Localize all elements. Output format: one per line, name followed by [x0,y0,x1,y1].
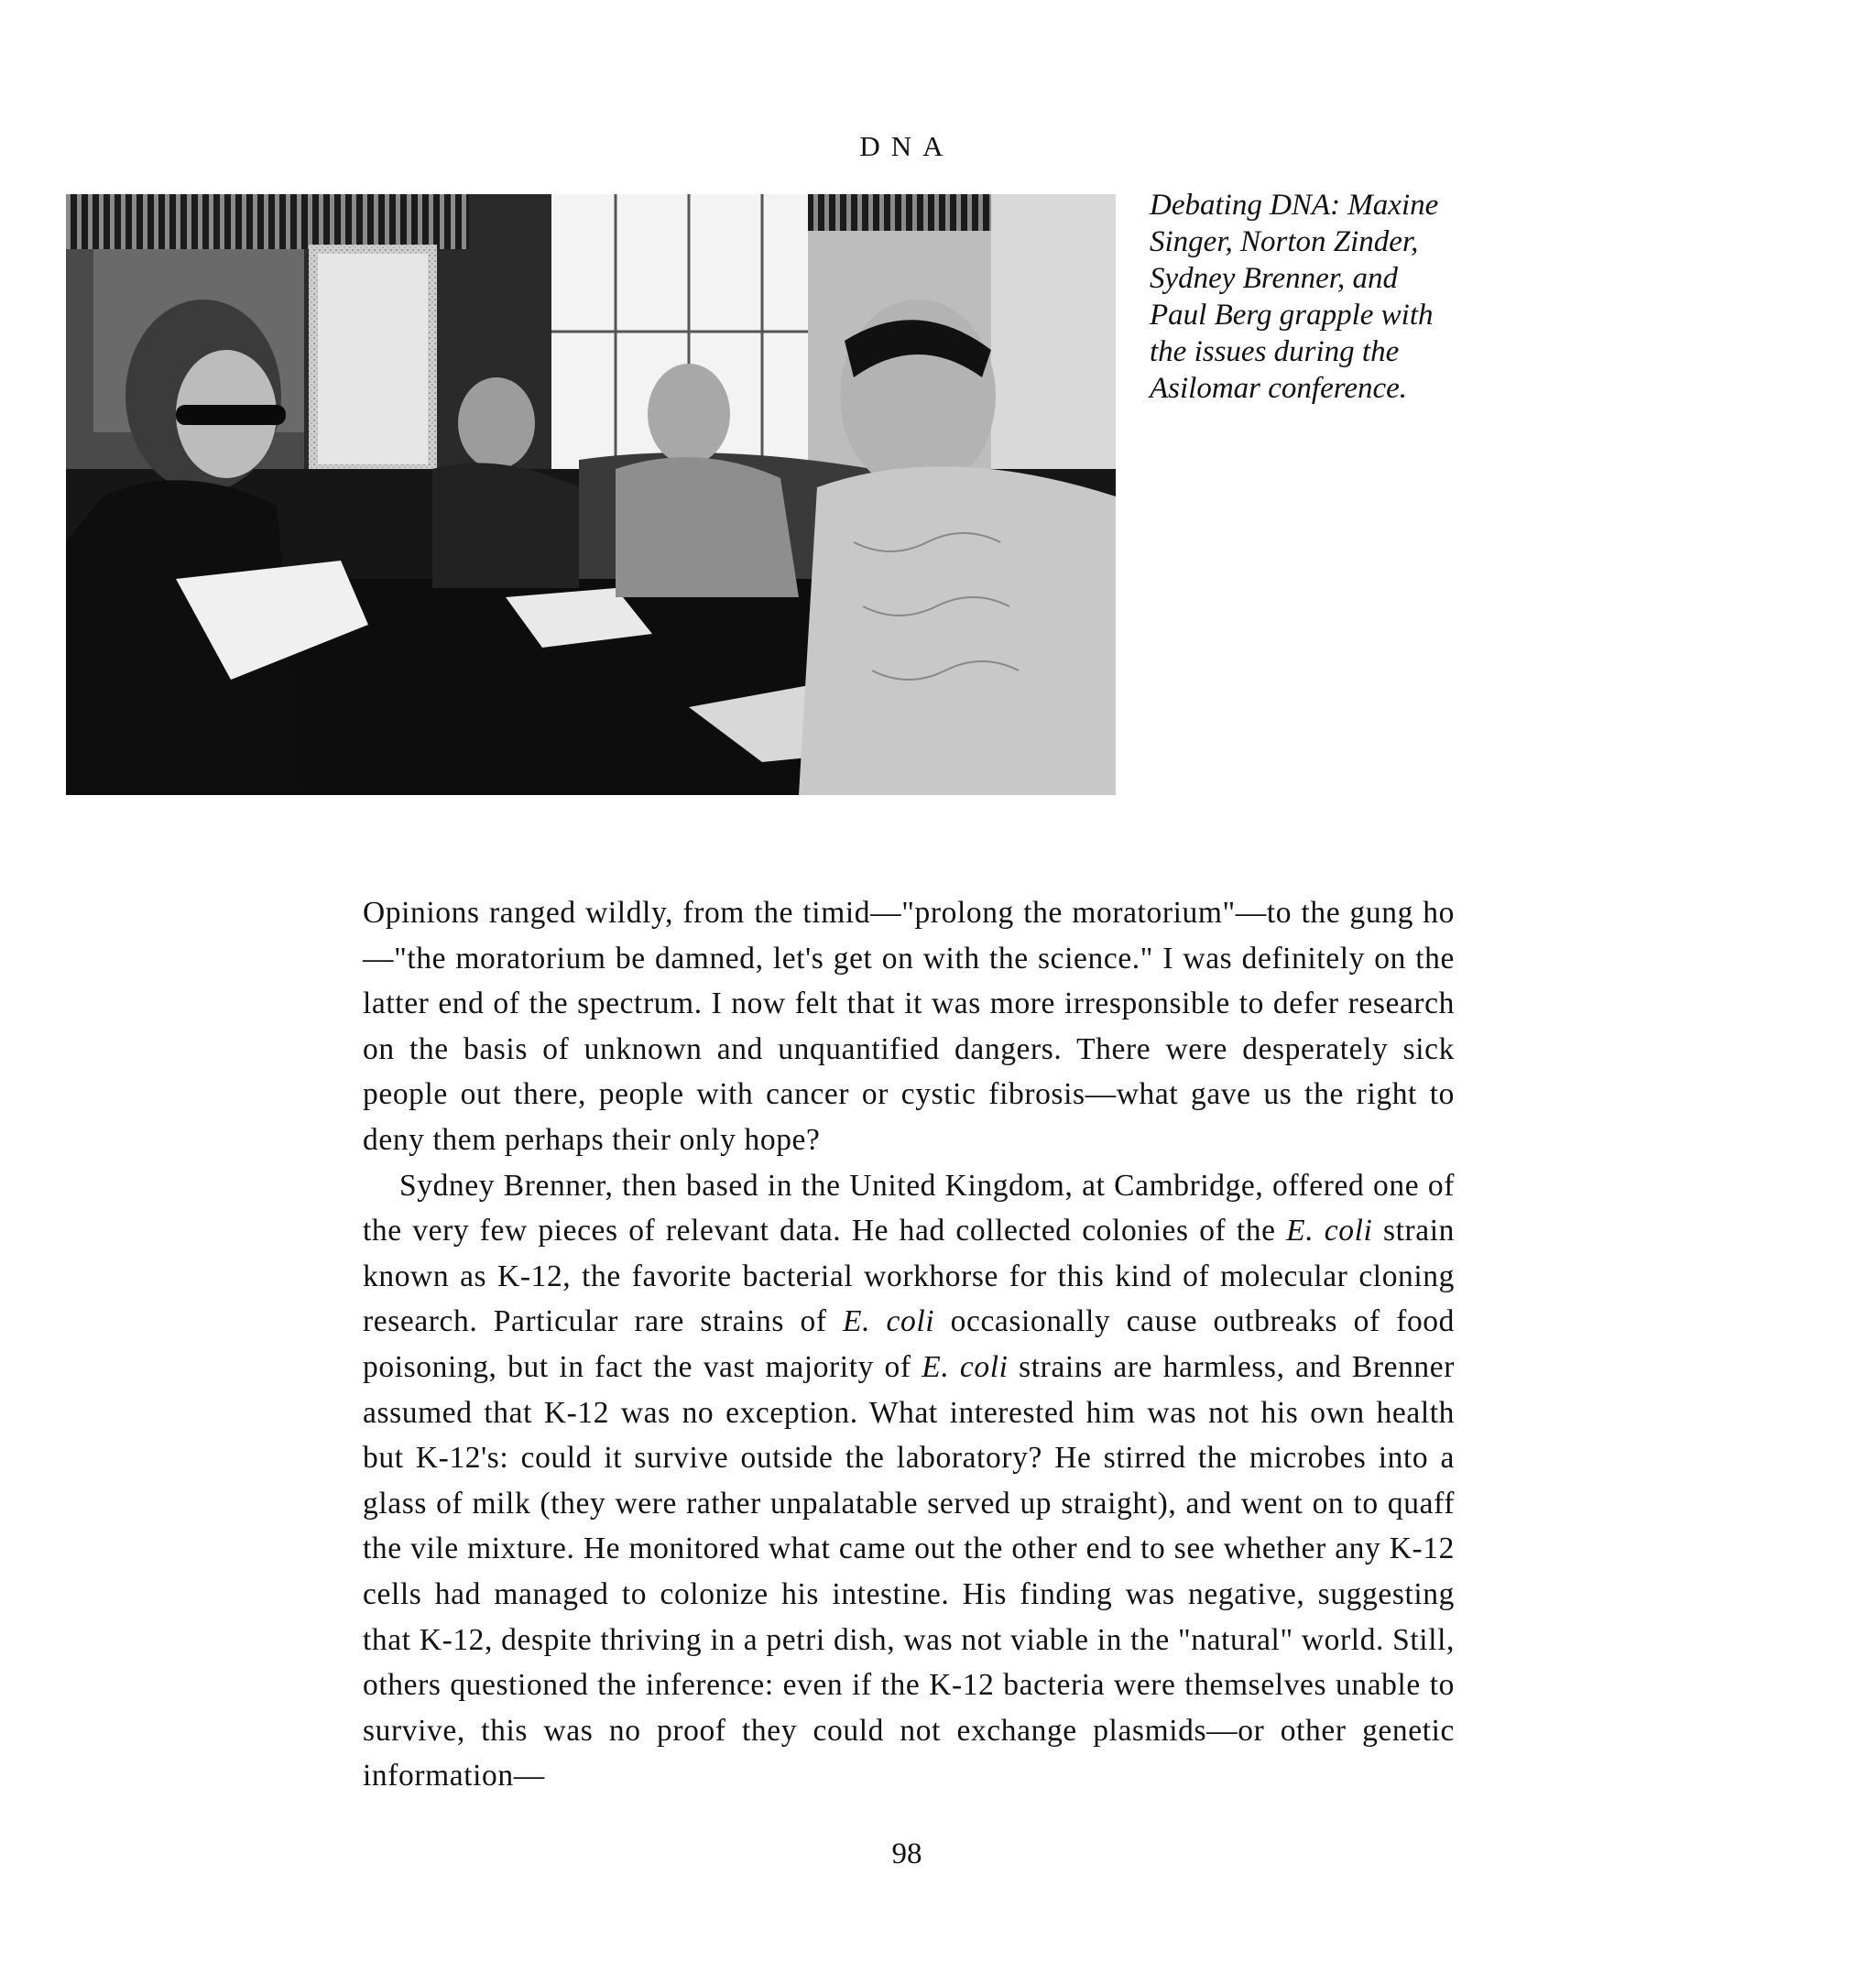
running-head: DNA [859,130,954,162]
caption-line: Debating DNA: Maxine [1150,189,1439,222]
body-text [363,890,1455,1799]
italic-term: E. coli [1286,1214,1373,1248]
caption-line: the issues during the [1150,335,1400,368]
conference-photo [66,194,1116,795]
caption-line: Asilomar conference. [1150,372,1408,405]
text-run: occasionally cause outbreaks of food poisoning, but in fact the vast majority of [363,1304,1455,1384]
caption-line: Sydney Brenner, and [1150,262,1398,295]
italic-term: E. coli [843,1304,935,1339]
page-number: 98 [891,1837,922,1870]
text-run: strain known as K-12, the favorite bacterial workhorse for this kind of molecular cloning research. Particular rare strains of [363,1214,1455,1339]
paragraph-2 [363,1163,1455,1799]
text-run: strains are harmless, and Brenner assumed that K-12 was no exception. What interested him was not his own health but K-12's: could it survive outside the laboratory? He stirred the microbes into a glass of milk (they were rather unpalatable served up straight), and went on to quaff the vile mixture. He monitored what came out the other end to see whether any K-12 cells had managed to colonize his intestine. His finding was negative, suggesting that K-12, despite thriving in a petri dish, was not viable in the "natural" world. Still, others questioned the inference: even if the K-12 bacteria were themselves unable to survive, this was no proof they could not exchange plasmids—or other genetic information— [363,1349,1456,1793]
italic-term: E. coli [922,1349,1009,1384]
text-run: Sydney Brenner, then based in the United Kingdom, at Cambridge, offered one of the very few pieces of relevant data. He had collected colonies of the [363,1168,1455,1248]
caption-line: Singer, Norton Zinder, [1150,225,1419,258]
paragraph-1: Opinions ranged wildly, from the timid—"prolong the moratorium"—to the gung ho—"the moratorium be damned, let's get on with the science." I was definitely on the latter end of the spectrum. I now felt that it was more irresponsible to defer research on the basis of unknown and unquantified dangers. There were desperately sick people out there, people with cancer or cystic fibrosis—what gave us the right to deny them perhaps their only hope? [363,896,1455,1157]
caption-line: Paul Berg grapple with [1150,299,1434,332]
photo-caption [1150,187,1498,407]
